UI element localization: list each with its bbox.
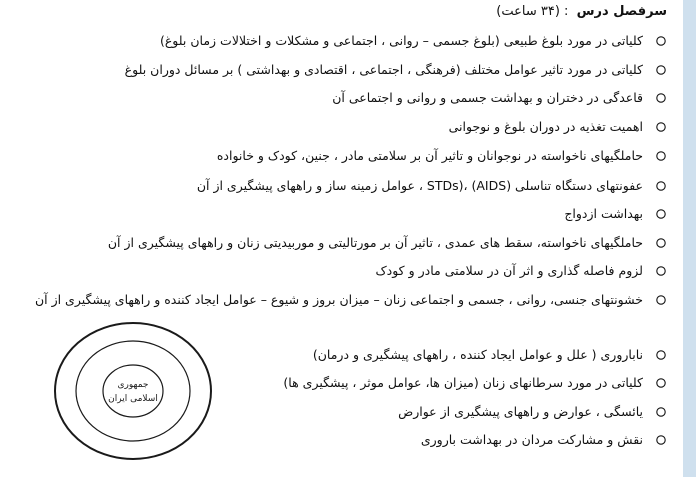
circle-bullet-icon [655,265,667,277]
circle-bullet-icon [655,92,667,104]
list-item [217,146,667,166]
seal-center-line2: اسلامی ایران [108,394,158,404]
official-seal-stamp [52,321,214,461]
seal-inner-text [52,321,58,324]
list-item [313,345,667,365]
list-item [160,31,667,51]
list-item-text: ناباروری ( علل و عوامل ایجاد کننده ، راههای پیشگیری و درمان) [312,347,643,362]
list-item-text: یائسگی ، عوارض و راههای پیشگیری از عوارض [398,404,643,419]
list-item-text: لزوم فاصله گذاری و اثر آن در سلامتی مادر و کودک [375,263,643,278]
seal-graphic [52,321,214,461]
circle-bullet-icon [655,35,667,47]
list-item-text: بهداشت ازدواج [564,206,643,221]
seal-outer-ring [55,323,211,459]
section-heading [496,3,667,21]
list-item-text: حاملگیهای ناخواسته در نوجوانان و تاثیر آن بر سلامتی مادر ، جنین، کودک و خانواده [216,148,643,163]
circle-bullet-icon [655,64,667,76]
heading-label: سرفصل درس [576,4,667,19]
list-item-text: نقش و مشارکت مردان در بهداشت باروری [420,432,643,447]
list-item-text: اهمیت تغذیه در دوران بلوغ و نوجوانی [448,119,643,134]
circle-bullet-icon [655,208,667,220]
list-item [283,373,667,393]
circle-bullet-icon [655,180,667,192]
list-item [375,261,667,281]
circle-bullet-icon [655,406,667,418]
heading-hours: : (۳۴ ساعت) [496,4,569,19]
seal-center-line1: جمهوری [117,380,149,390]
list-item [449,117,667,137]
list-item-text: کلیاتی در مورد سرطانهای زنان (میزان ها، عوامل موثر ، پیشگیری ها) [283,375,643,390]
list-item [398,402,667,422]
circle-bullet-icon [655,121,667,133]
list-item [564,204,667,224]
list-item [421,430,667,450]
circle-bullet-icon [655,349,667,361]
list-item [125,60,667,80]
list-item-text: کلیاتی در مورد تاثیر عوامل مختلف (فرهنگی ، اجتماعی ، اقتصادی و بهداشتی ) بر مسائل دوران بلوغ [124,62,643,77]
list-item [23,290,667,316]
list-item [108,233,667,253]
circle-bullet-icon [655,150,667,162]
circle-bullet-icon [655,434,667,446]
page-edge-bar [683,0,696,477]
list-item-text: قاعدگی در دختران و بهداشت جسمی و روانی و اجتماعی آن [332,90,643,105]
seal-outer-text [52,321,60,324]
seal-center-ring [103,365,163,417]
circle-bullet-icon [655,294,667,306]
list-item-text: حاملگیهای ناخواسته، سقط های عمدی ، تاثیر آن بر مورتالیتی و موربیدیتی زنان و راههای پیشگیری از آن [107,235,643,250]
list-item-text: کلیاتی در مورد بلوغ طبیعی (بلوغ جسمی – روانی ، اجتماعی و مشکلات و اختلالات زمان بلوغ) [159,33,643,48]
seal-middle-ring [76,341,190,441]
circle-bullet-icon [655,377,667,389]
list-item [197,176,667,196]
list-item [332,88,667,108]
list-item-text: عفونتهای دستگاه تناسلی (AIDS) ،(STDs ، عوامل زمینه ساز و راههای پیشگیری از آن [196,178,643,193]
list-item-text: خشونتهای جنسی، روانی ، جسمی و اجتماعی زنان – میزان بروز و شیوع – عوامل ایجاد کننده و راههای پیشگیری از آن [34,292,643,307]
circle-bullet-icon [655,237,667,249]
